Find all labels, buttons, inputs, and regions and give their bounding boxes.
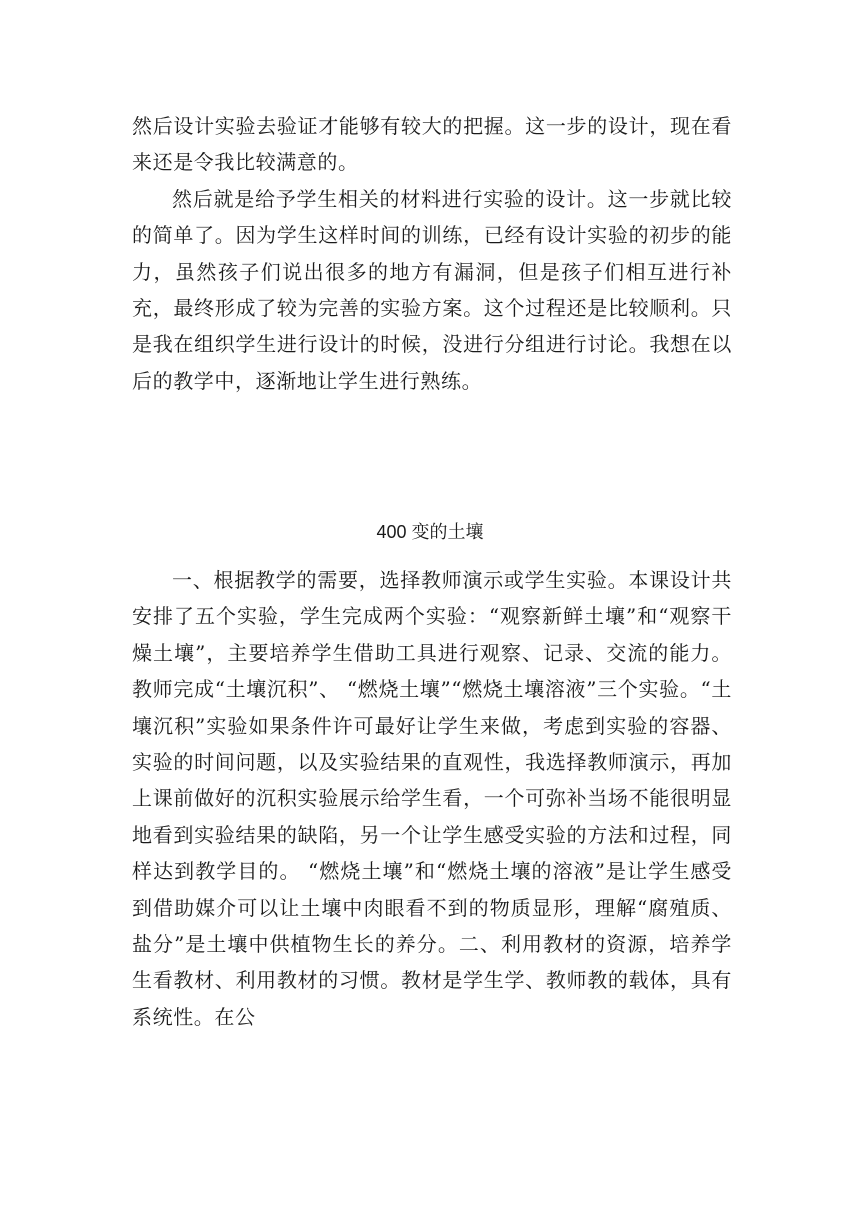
paragraph-teaching-reflection: 一、根据教学的需要，选择教师演示或学生实验。本课设计共安排了五个实验，学生完成两个实验：“观察新鲜土壤”和“观察干燥土壤”，主要培养学生借助工具进行观察、记录、交流的能力。教师完成“土壤沉积”、 “燃烧土壤”“燃烧土壤溶液”三个实验。“土壤沉积”实验如果条件许可最好让学生来做，考虑到实验的容器、实验的时间问题，以及实验结果的直观性，我选择教师演示，再加上课前做好的沉积实验展示给学生看，一个可弥补当场不能很明显地看到实验结果的缺陷，另一个让学生感受实验的方法和过程，同样达到教学目的。 “燃烧土壤”和“燃烧土壤的溶液”是让学生感受到借助媒介可以让土壤中肉眼看不到的物质显形，理解“腐殖质、盐分”是土壤中供植物生长的养分。二、利用教材的资源，培养学生看教材、利用教材的习惯。教材是学生学、教师教的载体，具有系统性。在公 xyxy=(132,568,732,1029)
top-text-block xyxy=(132,108,732,399)
bottom-text-block xyxy=(132,562,732,1035)
section-title: 400 变的土壤 xyxy=(376,522,484,542)
paragraph-continuation: 然后设计实验去验证才能够有较大的把握。这一步的设计，现在看来还是令我比较满意的。 xyxy=(132,114,732,175)
paragraph-experiment-design: 然后就是给予学生相关的材料进行实验的设计。这一步就比较的简单了。因为学生这样时间的训练，已经有设计实验的初步的能力，虽然孩子们说出很多的地方有漏洞，但是孩子们相互进行补充，最终形成了较为完善的实验方案。这个过程还是比较顺利。只是我在组织学生进行设计的时候，没进行分组进行讨论。我想在以后的教学中，逐渐地让学生进行熟练。 xyxy=(132,186,732,393)
